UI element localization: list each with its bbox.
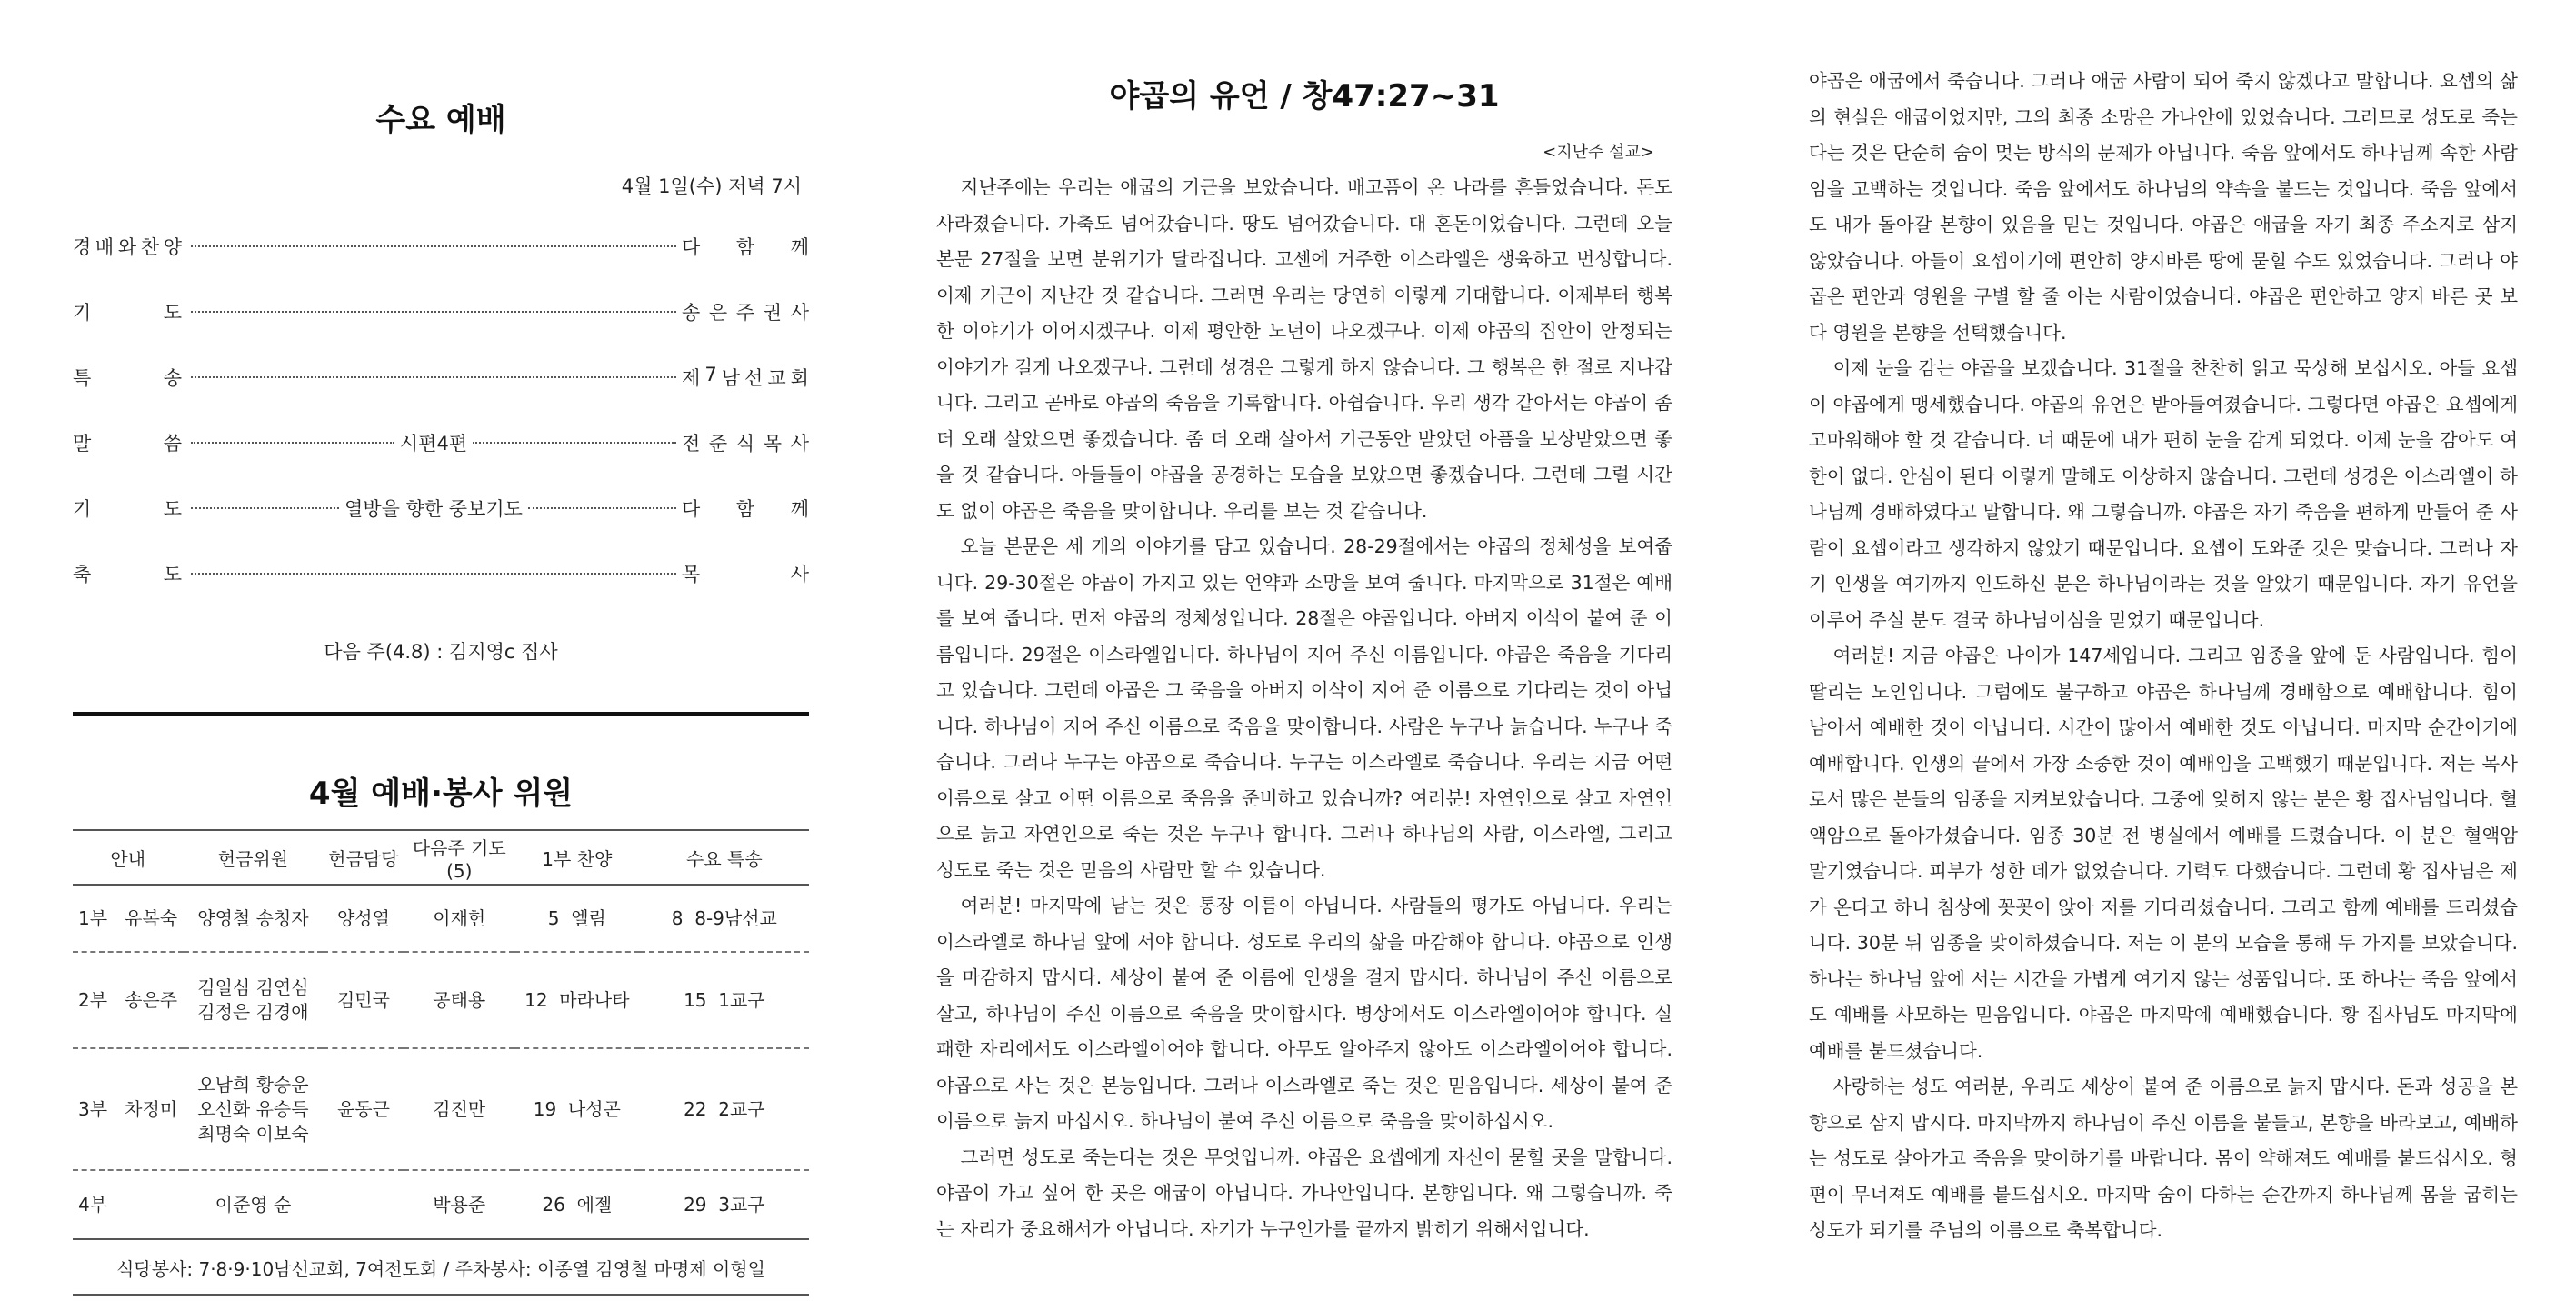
duty-choir: 26 에젤	[514, 1170, 640, 1239]
order-leader-dots	[191, 245, 676, 247]
duty-prayer: 김진만	[404, 1048, 514, 1170]
order-person: 다 함 께	[682, 498, 809, 520]
order-person: 송 은 주 권 사	[682, 302, 809, 324]
duty-guide: 4부	[73, 1170, 184, 1239]
order-label: 경 배 와 찬 양	[73, 236, 182, 258]
order-of-worship	[73, 214, 809, 606]
order-row-sermon	[73, 410, 809, 475]
order-leader-dots	[191, 495, 676, 522]
duty-offering: 오남희 황승운 오선화 유승득 최명숙 이보숙	[184, 1048, 324, 1170]
table-row	[73, 1170, 809, 1239]
duty-prayer: 박용준	[404, 1170, 514, 1239]
order-person: 목 사	[682, 564, 809, 585]
sermon-title: 야곱의 유언 / 창47:27~31	[1109, 78, 1500, 115]
duty-prayer: 공태용	[404, 952, 514, 1048]
duty-header: 헌금위원	[184, 830, 324, 885]
duty-guide: 1부 유복숙	[73, 885, 184, 952]
order-row-prayer	[73, 279, 809, 345]
sermon-paragraph: 그러면 성도로 죽는다는 것은 무엇입니까. 야곱은 요셉에게 자신이 묻힐 곳을 말합니다. 야곱이 가고 싶어 한 곳은 애굽이 아닙니다. 가나안입니다. 본향입니다. 왜 그렇습니까. 죽는 자리가 중요해서가 아닙니다. 자기가 누구인가를 끝까지 밝히기 위해서입니다.	[936, 1146, 1672, 1240]
sermon-paragraph: 여러분! 지금 야곱은 나이가 147세입니다. 그리고 임종을 앞에 둔 사람입니다. 힘이 딸리는 노인입니다. 그럼에도 불구하고 야곱은 하나님께 경배함으로 예배합니다. 힘이 남아서 예배한 것이 아닙니다. 시간이 많아서 예배한 것도 아닙니다. 마지막 순간이기에 예배합니다. 인생의 끝에서 가장 소중한 것이 예배임을 고백했기 때문입니다. 저는 목사로서 많은 분들의 임종을 지켜보았습니다. 그중에 잊히지 않는 분은 황 집사님입니다. 혈액암으로 돌아가셨습니다. 임종 30분 전 병실에서 예배를 드렸습니다. 이 분은 혈액암 말기였습니다. 피부가 성한 데가 없었습니다. 기력도 다했습니다. 그런데 황 집사님은 제가 온다고 하니 침상에 꼿꼿이 앉아 저를 기다리셨습니다. 그리고 함께 예배를 드리셨습니다. 30분 뒤 임종을 맞이하셨습니다. 저는 이 분의 모습을 통해 두 가지를 보았습니다. 하나는 하나님 앞에 서는 시간을 가볍게 여기지 않는 성품입니다. 또 하나는 죽음 앞에서도 예배를 사모하는 믿음입니다. 야곱은 마지막에 예배했습니다. 황 집사님도 마지막에 예배를 붙드셨습니다.	[1809, 645, 2518, 1062]
order-row-praise	[73, 214, 809, 279]
sermon-body	[936, 170, 1672, 1247]
duty-special: 15 1교구	[640, 952, 809, 1048]
duty-header: 안내	[73, 830, 184, 885]
volunteer-footer: 식당봉사: 7·8·9·10남선교회, 7여전도회 / 주차봉사: 이종열 김영철 마명제 이형일	[73, 1255, 809, 1296]
duty-header: 수요 특송	[640, 830, 809, 885]
duty-header: 1부 찬양	[514, 830, 640, 885]
duty-guide: 2부 송은주	[73, 952, 184, 1048]
order-label: 말 씀	[73, 433, 182, 455]
duty-charge	[323, 1170, 404, 1239]
order-label: 축 도	[73, 564, 182, 585]
duty-header: 다음주 기도(5)	[404, 830, 514, 885]
sermon-paragraph: 오늘 본문은 세 개의 이야기를 담고 있습니다. 28-29절에서는 야곱의 정체성을 보여줍니다. 29-30절은 야곱이 가지고 있는 언약과 소망을 보여 줍니다. 마지막으로 31절은 예배를 보여 줍니다. 먼저 야곱의 정체성입니다. 28절은 야곱입니다. 아버지 이삭이 붙여 준 이름입니다. 29절은 이스라엘입니다. 하나님이 지어 주신 이름입니다. 야곱은 죽음을 기다리고 있습니다. 그런데 야곱은 그 죽음을 아버지 이삭이 지어 준 이름으로 기다리는 것이 아닙니다. 하나님이 지어 주신 이름으로 죽음을 맞이합니다. 사람은 누구나 늙습니다. 누구나 죽습니다. 그러나 누구는 야곱으로 죽습니다. 누구는 이스라엘로 죽습니다. 우리는 지금 어떤 이름으로 살고 어떤 이름으로 죽음을 준비하고 있습니까? 여러분! 자연인으로 살고 자연인으로 늙고 자연인으로 죽는 것은 누구나 합니다. 그러나 하나님의 사람, 이스라엘, 그리고 성도로 죽는 것은 믿음의 사람만 할 수 있습니다.	[936, 535, 1672, 881]
order-leader-dots	[191, 311, 676, 313]
order-leader-dots	[191, 429, 676, 456]
duty-choir: 5 엘림	[514, 885, 640, 952]
next-week-prayer: 다음 주(4.8) : 김지영c 집사	[324, 641, 558, 663]
sermon-byline: <지난주 설교>	[1543, 143, 1654, 162]
sermon-paragraph: 여러분! 마지막에 남는 것은 통장 이름이 아닙니다. 사람들의 평가도 아닙니다. 우리는 이스라엘로 하나님 앞에 서야 합니다. 성도로 우리의 삶을 마감해야 합니다. 야곱으로 인생을 마감하지 맙시다. 세상이 붙여 준 이름에 인생을 걸지 맙시다. 하나님이 주신 이름으로 살고, 하나님이 주신 이름으로 죽음을 맞이합시다. 병상에서도 이스라엘이어야 합니다. 실패한 자리에서도 이스라엘이어야 합니다. 아무도 알아주지 않아도 이스라엘이어야 합니다. 야곱으로 사는 것은 본능입니다. 그러나 이스라엘로 죽는 것은 믿음입니다. 세상이 붙여 준 이름으로 늙지 마십시오. 하나님이 붙여 주신 이름으로 죽음을 맞이하십시오.	[936, 895, 1672, 1132]
duty-choir: 12 마라나타	[514, 952, 640, 1048]
duty-header: 헌금담당	[323, 830, 404, 885]
duty-title: 4월 예배·봉사 위원	[308, 776, 574, 812]
duty-charge: 김민국	[323, 952, 404, 1048]
sermon-paragraph: 사랑하는 성도 여러분, 우리도 세상이 붙여 준 이름으로 늙지 맙시다. 돈과 성공을 본향으로 삼지 맙시다. 마지막까지 하나님이 주신 이름을 붙들고, 본향을 바라보고, 예배하는 성도로 살아가고 죽음을 맞이하기를 바랍니다. 몸이 약해져도 예배를 붙드십시오. 형편이 무너져도 예배를 붙드십시오. 마지막 숨이 다하는 순간까지 하나님께 몸을 굽히는 성도가 되기를 주님의 이름으로 축복합니다.	[1809, 1076, 2518, 1241]
service-date: 4월 1일(수) 저녁 7시	[621, 175, 802, 197]
order-row-special-song	[73, 345, 809, 410]
section-divider	[73, 712, 809, 716]
duty-special: 8 8-9남선교	[640, 885, 809, 952]
intercession-topic: 열방을 향한 중보기도	[344, 498, 523, 520]
order-leader-dots	[191, 573, 676, 575]
duty-table	[73, 829, 809, 1240]
order-leader-dots	[191, 376, 676, 378]
sermon-continued-column	[1809, 0, 2518, 1249]
sermon-body-continued	[1809, 64, 2518, 1249]
duty-special: 29 3교구	[640, 1170, 809, 1239]
sermon-column	[936, 0, 1672, 1247]
table-row	[73, 885, 809, 952]
duty-charge: 양성열	[323, 885, 404, 952]
order-person: 전 준 식 목 사	[682, 433, 809, 455]
order-row-intercession	[73, 475, 809, 541]
table-row	[73, 952, 809, 1048]
sermon-paragraph: 이제 눈을 감는 야곱을 보겠습니다. 31절을 찬찬히 읽고 묵상해 보십시오. 아들 요셉이 야곱에게 맹세했습니다. 야곱의 유언은 받아들여졌습니다. 그렇다면 야곱은 요셉에게 고마워해야 할 것 같습니다. 너 때문에 내가 편히 눈을 감게 되었다. 이제 눈을 감아도 여한이 없다. 안심이 된다 이렇게 말해도 이상하지 않습니다. 그런데 성경은 이스라엘이 하나님께 경배하였다고 말합니다. 왜 그렇습니까. 야곱은 자기 죽음을 편하게 만들어 준 사람이 요셉이라고 생각하지 않았기 때문입니다. 요셉이 도와준 것은 맞습니다. 그러나 자기 인생을 여기까지 인도하신 분은 하나님이라는 것을 알았기 때문입니다. 자기 유언을 이루어 주실 분도 결국 하나님이심을 믿었기 때문입니다.	[1809, 357, 2518, 631]
duty-offering: 이준영 순	[184, 1170, 324, 1239]
duty-choir: 19 나성곤	[514, 1048, 640, 1170]
order-person: 다 함 께	[682, 236, 809, 258]
bulletin-left-column	[73, 0, 809, 1296]
duty-special: 22 2교구	[640, 1048, 809, 1170]
duty-charge: 윤동근	[323, 1048, 404, 1170]
duty-offering: 김일심 김연심 김정은 김경애	[184, 952, 324, 1048]
table-row	[73, 1048, 809, 1170]
order-person: 제 7 남 선 교 회	[682, 364, 809, 389]
sermon-scripture: 시편4편	[399, 433, 468, 455]
duty-offering: 양영철 송청자	[184, 885, 324, 952]
order-label: 특 송	[73, 367, 182, 389]
service-title: 수요 예배	[375, 102, 506, 138]
sermon-paragraph: 지난주에는 우리는 애굽의 기근을 보았습니다. 배고픔이 온 나라를 흔들었습니다. 돈도 사라졌습니다. 가축도 넘어갔습니다. 땅도 넘어갔습니다. 대 혼돈이었습니다. 그런데 오늘 본문 27절을 보면 분위기가 달라집니다. 고센에 거주한 이스라엘은 생육하고 번성합니다. 이제 기근이 지난간 것 같습니다. 그러면 우리는 당연히 이렇게 기대합니다. 이제부터 행복한 이야기가 이어지겠구나. 이제 평안한 노년이 나오겠구나. 이제 야곱의 집안이 안정되는 이야기가 길게 나오겠구나. 그런데 성경은 그렇게 하지 않습니다. 그 행복은 한 절로 지나갑니다. 그리고 곧바로 야곱의 죽음을 기록합니다. 아쉽습니다. 우리 생각 같아서는 야곱이 좀 더 오래 살았으면 좋겠습니다. 좀 더 오래 살아서 기근동안 받았던 아픔을 보상받았으면 좋을 것 같습니다. 아들들이 야곱을 공경하는 모습을 보았으면 좋겠습니다. 그런데 그럴 시간도 없이 야곱은 죽음을 맞이합니다. 우리를 보는 것 같습니다.	[936, 176, 1672, 522]
duty-prayer: 이재헌	[404, 885, 514, 952]
order-row-benediction	[73, 541, 809, 606]
duty-guide: 3부 차정미	[73, 1048, 184, 1170]
duty-header-row	[73, 830, 809, 885]
order-label: 기 도	[73, 498, 182, 520]
order-label: 기 도	[73, 302, 182, 324]
sermon-paragraph: 야곱은 애굽에서 죽습니다. 그러나 애굽 사람이 되어 죽지 않겠다고 말합니다. 요셉의 삶의 현실은 애굽이었지만, 그의 최종 소망은 가나안에 있었습니다. 그러므로 성도로 죽는다는 것은 단순히 숨이 멎는 방식의 문제가 아닙니다. 죽음 앞에서도 하나님께 속한 사람임을 고백하는 것입니다. 죽음 앞에서도 하나님의 약속을 붙드는 것입니다. 죽음 앞에서도 내가 돌아갈 본향이 있음을 믿는 것입니다. 야곱은 애굽을 자기 최종 주소지로 삼지 않았습니다. 아들이 요셉이기에 편안히 양지바른 땅에 묻힐 수도 있었습니다. 그러나 야곱은 편안과 영원을 구별 할 줄 아는 사람이었습니다. 야곱은 편안하고 양지 바른 곳 보다 영원을 본향을 선택했습니다.	[1809, 70, 2518, 344]
